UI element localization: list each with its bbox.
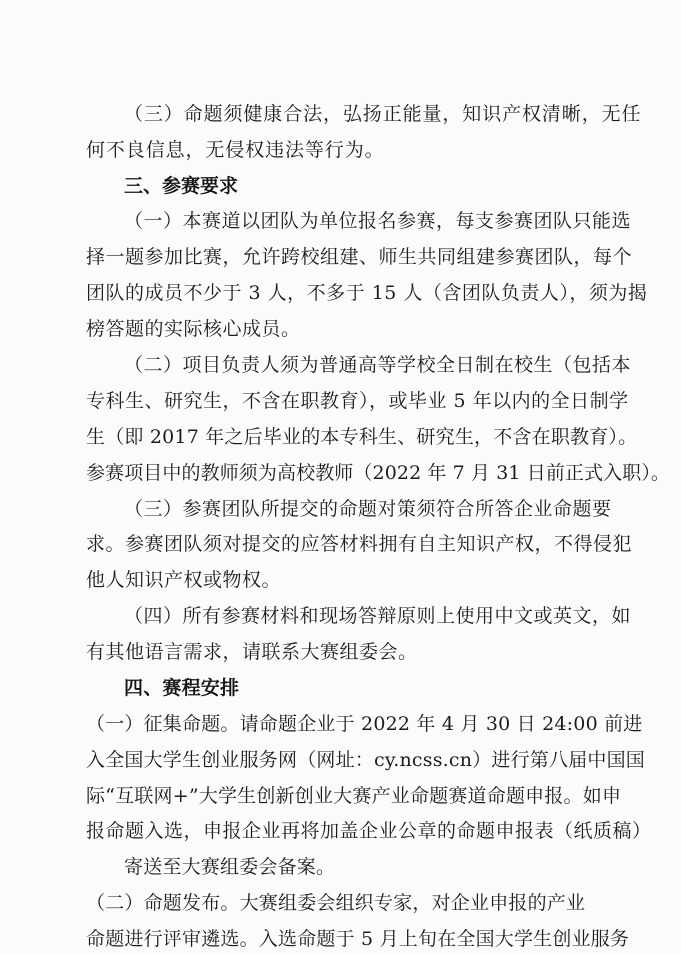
paragraph-line: 报命题入选，申报企业再将加盖企业公章的命题申报表（纸质稿） <box>86 820 652 842</box>
paragraph-line: （三）参赛团队所提交的命题对策须符合所答企业命题要 <box>124 498 612 520</box>
paragraph-line: 他人知识产权或物权。 <box>86 569 282 591</box>
paragraph-line: 专科生、研究生，不含在职教育），或毕业 5 年以内的全日制学 <box>86 390 629 412</box>
paragraph-line: 择一题参加比赛，允许跨校组建、师生共同组建参赛团队，每个 <box>86 246 633 268</box>
paragraph-line: 榜答题的实际核心成员。 <box>86 318 301 340</box>
paragraph-line: （四）所有参赛材料和现场答辩原则上使用中文或英文，如 <box>124 605 632 627</box>
paragraph-line: 寄送至大赛组委会备案。 <box>124 856 336 878</box>
section-heading: 三、参赛要求 <box>124 175 239 197</box>
paragraph-line: 入全国大学生创业服务网（网址：cy.ncss.cn）进行第八届中国国 <box>86 749 645 771</box>
paragraph-line: 何不良信息，无侵权违法等行为。 <box>86 139 385 161</box>
paragraph-line: （二）命题发布。大赛组委会组织专家，对企业申报的产业 <box>86 892 586 914</box>
paragraph-line: 团队的成员不少于 3 人，不多于 15 人（含团队负责人），须为揭 <box>86 282 648 304</box>
paragraph-line: （二）项目负责人须为普通高等学校全日制在校生（包括本 <box>124 354 632 376</box>
paragraph-line: 参赛项目中的教师须为高校教师（2022 年 7 月 31 日前正式入职）。 <box>86 462 671 484</box>
paragraph-line: 生（即 2017 年之后毕业的本专科生、研究生，不含在职教育）。 <box>86 426 638 448</box>
paragraph-line: （一）本赛道以团队为单位报名参赛，每支参赛团队只能选 <box>124 210 632 232</box>
paragraph-line: （三）命题须健康合法，弘扬正能量，知识产权清晰，无任 <box>124 103 642 125</box>
paragraph-line: 求。参赛团队须对提交的应答材料拥有自主知识产权，不得侵犯 <box>86 533 633 555</box>
paragraph-line: （一）征集命题。请命题企业于 2022 年 4 月 30 日 24:00 前进 <box>86 713 643 735</box>
section-heading: 四、赛程安排 <box>124 677 240 699</box>
paragraph-line: 有其他语言需求，请联系大赛组委会。 <box>86 641 418 663</box>
paragraph-line: 际“互联网+”大学生创新创业大赛产业命题赛道命题申报。如申 <box>86 785 622 807</box>
paragraph-line: 命题进行评审遴选。入选命题于 5 月上旬在全国大学生创业服务 <box>86 928 630 950</box>
